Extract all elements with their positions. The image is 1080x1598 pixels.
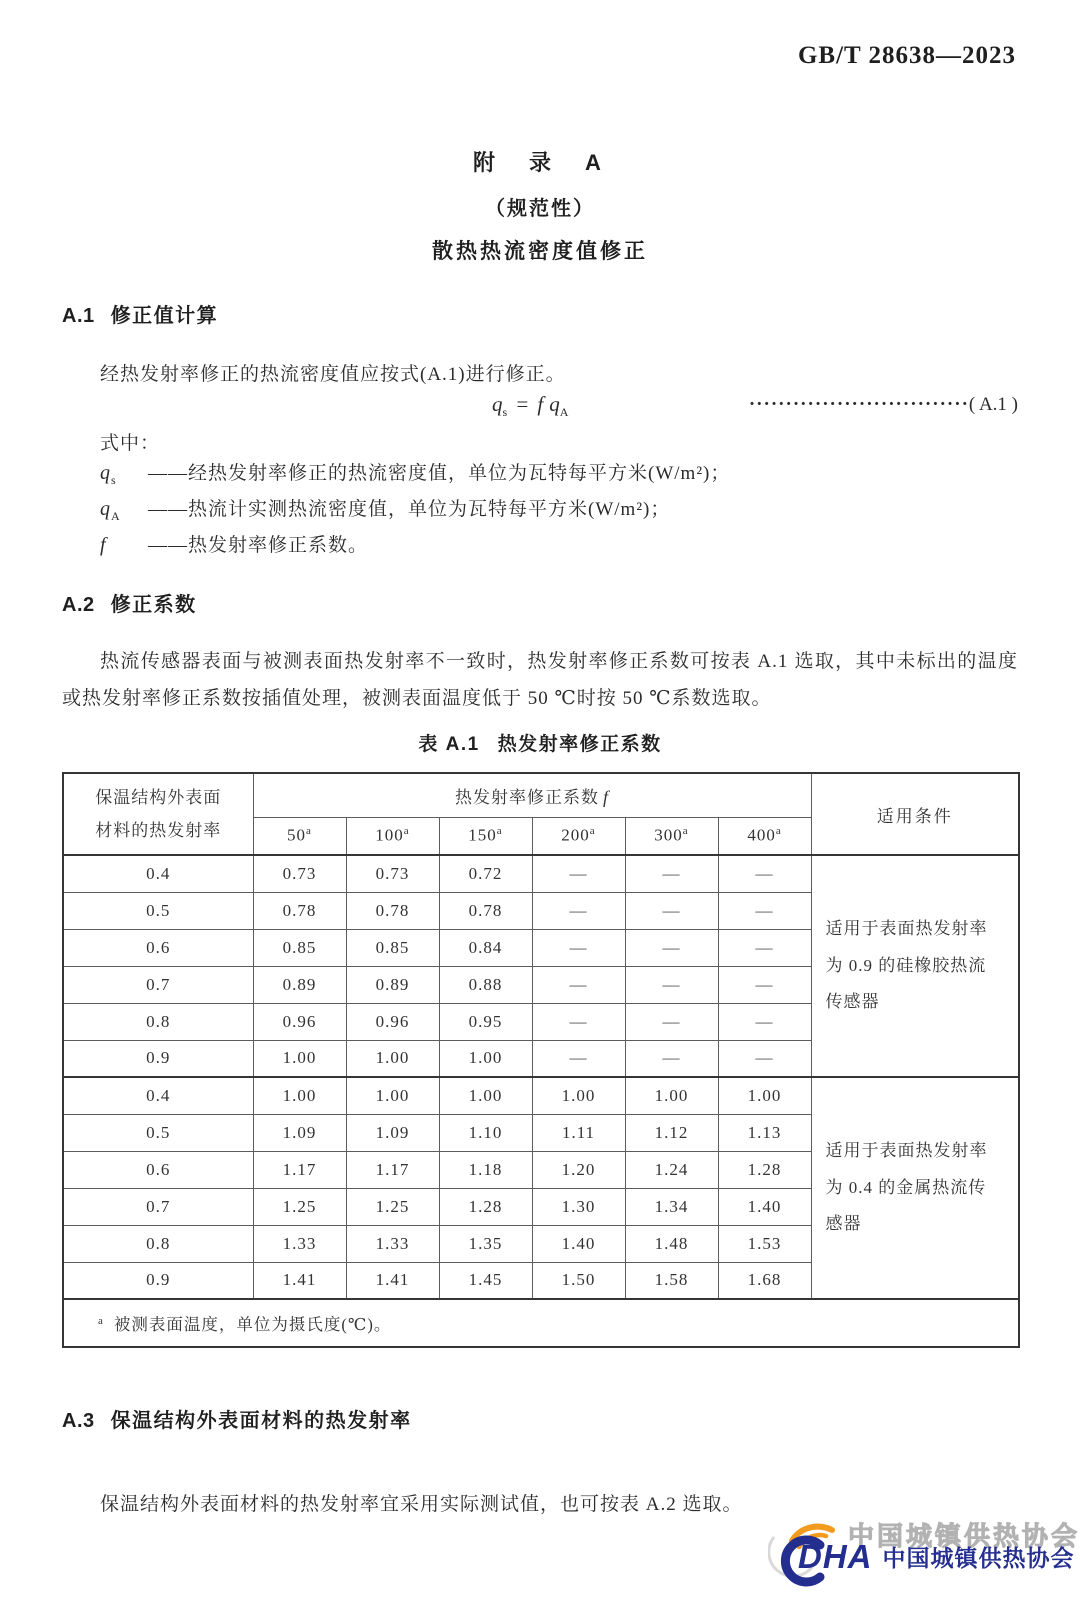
table-header-temp-150: 150$^a$	[439, 817, 532, 855]
table-row: 0.4 0.73 0.73 0.72 — — — 适用于表面热发射率为 0.9 的硅橡胶热流传感器	[63, 855, 1019, 892]
footnote-marker: a	[98, 1314, 104, 1327]
table-row: 0.5 1.09 1.09 1.10 1.11 1.12 1.13	[63, 1114, 1019, 1151]
section-a2-heading	[62, 588, 197, 617]
footnote-text: 被测表面温度，单位为摄氏度(℃)。	[113, 1315, 392, 1334]
section-a3-heading	[62, 1404, 412, 1433]
table-header-temp-50: 50$^a$	[253, 817, 346, 855]
appendix-title: 附 录 A	[473, 150, 607, 175]
symbol-f-description: ——热发射率修正系数。	[148, 535, 369, 556]
table-row: 0.5 0.78 0.78 0.78 — — —	[63, 892, 1019, 929]
table-row: 0.9 1.41 1.41 1.45 1.50 1.58 1.68	[63, 1262, 1019, 1299]
table-header-emissivity: 保温结构外表面 材料的热发射率	[63, 773, 253, 855]
section-a3-body: 保温结构外表面材料的热发射率宜采用实际测试值，也可按表 A.2 选取。	[100, 1494, 743, 1515]
table-a1-caption-number: 表 A.1	[418, 734, 480, 755]
appendix-title-block	[0, 146, 1080, 265]
symbol-definition-f: f ——热发射率修正系数。	[100, 530, 368, 560]
table-header-temp-100: 100$^a$	[346, 817, 439, 855]
table-row: 0.4 1.00 1.00 1.00 1.00 1.00 1.00 适用于表面热发射率为 0.4 的金属热流传感器	[63, 1077, 1019, 1114]
table-header-temp-300: 300$^a$	[625, 817, 718, 855]
association-logo	[768, 1514, 1080, 1596]
table-a1-caption-title: 热发射率修正系数	[497, 734, 662, 755]
section-a2-title: 修正系数	[110, 594, 197, 616]
section-a3-number: A.3	[62, 1410, 95, 1432]
symbol-definition-qa: $q_A$ ——热流计实测热流密度值，单位为瓦特每平方米(W/m²)；	[100, 494, 670, 524]
formula-dot-leader: ······························	[748, 394, 969, 415]
section-a1-number: A.1	[62, 305, 95, 327]
condition-silicone-sensor: 适用于表面热发射率为 0.9 的硅橡胶热流传感器	[811, 855, 1019, 1077]
table-a1-caption	[0, 729, 1080, 756]
standard-number: GB/T 28638—2023	[797, 42, 1016, 69]
appendix-subtitle: （规范性）	[485, 198, 595, 220]
section-a2-body: 热流传感器表面与被测表面热发射率不一致时，热发射率修正系数可按表 A.1 选取，其中未标出的温度或热发射率修正系数按插值处理，被测表面温度低于 50 ℃时按 50 ℃系数选取。	[62, 651, 1018, 709]
table-row: 0.6 0.85 0.85 0.84 — — —	[63, 929, 1019, 966]
section-a1-heading	[62, 299, 218, 328]
table-row: 0.7 0.89 0.89 0.88 — — —	[63, 966, 1019, 1003]
formula-reference	[749, 394, 1018, 416]
table-header-temp-200: 200$^a$	[532, 817, 625, 855]
logo-acronym: DHA	[798, 1537, 873, 1575]
table-header-conditions: 适用条件	[811, 773, 1019, 855]
symbol-qa-description: ——热流计实测热流密度值，单位为瓦特每平方米(W/m²)；	[148, 499, 671, 520]
symbol-qs-description: ——经热发射率修正的热流密度值，单位为瓦特每平方米(W/m²)；	[148, 463, 731, 484]
table-row: 0.8 0.96 0.96 0.95 — — —	[63, 1003, 1019, 1040]
symbol-definition-qs: $q_s$ ——经热发射率修正的热流密度值，单位为瓦特每平方米(W/m²)；	[100, 458, 730, 488]
table-row: 0.7 1.25 1.25 1.28 1.30 1.34 1.40	[63, 1188, 1019, 1225]
condition-metal-sensor: 适用于表面热发射率为 0.4 的金属热流传感器	[811, 1077, 1019, 1299]
table-header-temp-400: 400$^a$	[718, 817, 811, 855]
logo-watermark-text: 中国城镇供热协会	[848, 1521, 1080, 1551]
formula-row	[62, 392, 1018, 426]
table-row: 0.8 1.33 1.33 1.35 1.40 1.48 1.53	[63, 1225, 1019, 1262]
table-row: 0.9 1.00 1.00 1.00 — — —	[63, 1040, 1019, 1077]
table-footnote-row	[63, 1299, 1019, 1347]
table-a1	[62, 772, 1020, 1348]
table-row: 0.6 1.17 1.17 1.18 1.20 1.24 1.28	[63, 1151, 1019, 1188]
where-label: 式中：	[100, 433, 161, 454]
section-a2-number: A.2	[62, 594, 95, 616]
formula-label: ( A.1 )	[968, 394, 1018, 415]
section-a1-title: 修正值计算	[110, 305, 219, 327]
section-a3-title: 保温结构外表面材料的热发射率	[110, 1410, 412, 1432]
logo-org-name: 中国城镇供热协会	[882, 1545, 1075, 1571]
section-a1-intro: 经热发射率修正的热流密度值应按式(A.1)进行修正。	[100, 364, 566, 385]
formula-a1: $q_s = f$ $q_A$	[492, 392, 569, 420]
appendix-heading: 散热热流密度值修正	[432, 240, 648, 263]
table-header-correction-factor: 热发射率修正系数 f	[253, 773, 811, 817]
